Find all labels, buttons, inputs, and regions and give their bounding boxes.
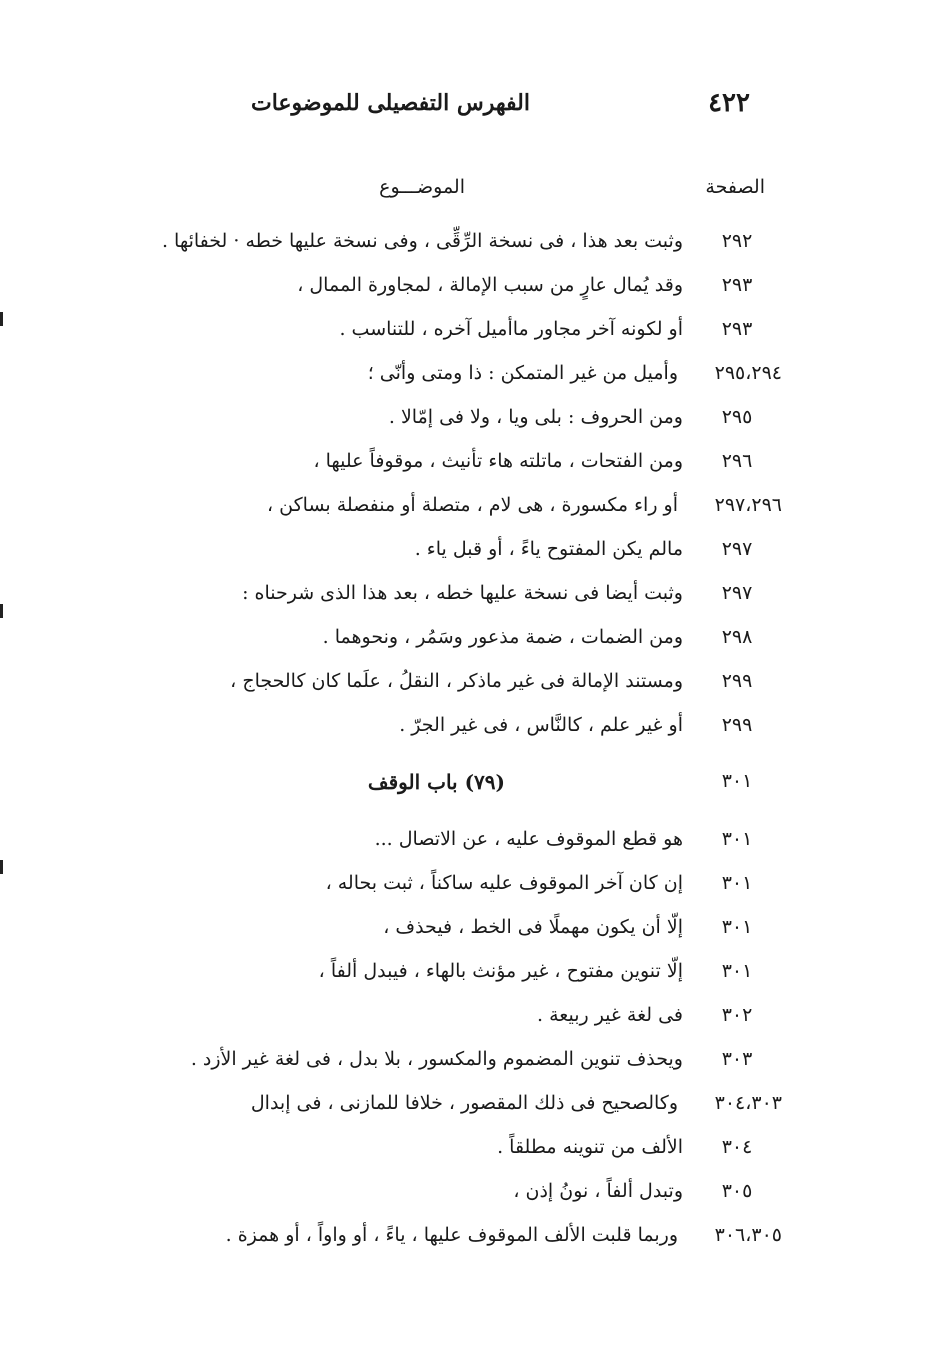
entry-page-number: ٣٠١ — [721, 828, 753, 850]
entry-page-number: ٢٩٧ — [721, 538, 753, 560]
page-header — [160, 88, 760, 124]
page-number: ٤٢٢ — [708, 88, 750, 118]
index-entry — [0, 582, 945, 612]
entry-page-number: ٣٠٣ — [721, 1048, 753, 1070]
entry-topic: أو راء مكسورة ، هى لام ، متصلة أو منفصلة بساكن ، — [266, 494, 678, 516]
entry-page-number: ٢٩٣ — [721, 274, 753, 296]
entry-topic: هو قطع الموقوف عليه ، عن الاتصال ... — [374, 828, 683, 850]
entry-page-number: ٣٠٤ — [721, 1136, 753, 1158]
scan-edge-mark — [0, 604, 3, 618]
entry-page-number: ٢٩٧ — [721, 582, 753, 604]
entry-page-number: ٢٩٦ — [721, 450, 753, 472]
entry-topic: ومن الفتحات ، ماتلته هاء تأنيث ، موقوفاً عليها ، — [313, 450, 683, 472]
entry-topic: ومن الضمات ، ضمة مذعور وسَمُر ، ونحوهما . — [322, 626, 683, 648]
index-entry — [0, 450, 945, 480]
entry-page-number: ٢٩٩ — [721, 670, 753, 692]
entry-topic: إلّا أن يكون مهملًا فى الخط ، فيحذف ، — [383, 916, 683, 938]
entry-topic: وثبت بعد هذا ، فى نسخة الرِّقِّى ، وفى نسخة عليها خطه · لخفائها . — [161, 230, 683, 252]
index-entry — [0, 494, 945, 524]
entry-topic: وثبت أيضا فى نسخة عليها خطه ، بعد هذا الذى شرحناه : — [242, 582, 683, 604]
entry-topic: إن كان آخر الموقوف عليه ساكناً ، ثبت بحاله ، — [325, 872, 683, 894]
scan-edge-mark — [0, 312, 3, 326]
entry-page-number: ٣٠١ — [721, 872, 753, 894]
index-entry — [0, 1136, 945, 1166]
entry-page-number: ٢٩٥ — [721, 406, 753, 428]
entry-page-number: ٢٩٩ — [721, 714, 753, 736]
index-entry — [0, 538, 945, 568]
entry-topic: إلّا تنوين مفتوح ، غير مؤنث بالهاء ، فيبدل ألفاً ، — [318, 960, 683, 982]
index-entry — [0, 960, 945, 990]
index-entry — [0, 714, 945, 744]
entry-topic: ومن الحروف : بلى ويا ، ولا فى إمّالا . — [388, 406, 683, 428]
entry-page-number: ٣٠١ — [721, 960, 753, 982]
section-heading — [0, 770, 945, 800]
index-entry — [0, 626, 945, 656]
index-entry — [0, 362, 945, 392]
entry-page-number: ٣٠٤،٣٠٣ — [714, 1092, 782, 1114]
entry-page-number: ٢٩٨ — [721, 626, 753, 648]
index-entry — [0, 274, 945, 304]
section-title: (٧٩) باب الوقف — [367, 770, 505, 794]
index-entry — [0, 1224, 945, 1254]
column-header-page: الصفحة — [705, 176, 765, 198]
index-entry — [0, 1092, 945, 1122]
entry-topic: وأميل من غير المتمكن : ذا ومتى وأنّى ؛ — [367, 362, 678, 384]
index-entry — [0, 1180, 945, 1210]
section-page-number: ٣٠١ — [721, 770, 753, 792]
index-entry — [0, 230, 945, 260]
entry-page-number: ٢٩٥،٢٩٤ — [714, 362, 782, 384]
entry-topic: فى لغة غير ربيعة . — [537, 1004, 683, 1026]
entry-topic: ويحذف تنوين المضموم والمكسور ، بلا بدل ، فى لغة غير الأزد . — [190, 1048, 683, 1070]
entry-topic: الألف من تنوينه مطلقاً . — [497, 1136, 683, 1158]
entry-topic: أو لكونه آخر مجاور ماأميل آخره ، للتناسب . — [339, 318, 683, 340]
column-headers — [0, 176, 945, 206]
entry-page-number: ٣٠٥ — [721, 1180, 753, 1202]
entry-page-number: ٢٩٢ — [721, 230, 753, 252]
index-entry — [0, 872, 945, 902]
index-entry — [0, 670, 945, 700]
index-entry — [0, 916, 945, 946]
index-entry — [0, 828, 945, 858]
entry-topic: ومستند الإمالة فى غير ماذكر ، النقلُ ، علَما كان كالحجاج ، — [230, 670, 683, 692]
index-entry — [0, 406, 945, 436]
entry-page-number: ٣٠٦،٣٠٥ — [714, 1224, 782, 1246]
entry-page-number: ٣٠٢ — [721, 1004, 753, 1026]
column-header-topic: الموضـــوع — [379, 176, 465, 198]
entry-topic: وربما قلبت الألف الموقوف عليها ، ياءً ، أو واواً ، أو همزة . — [225, 1224, 678, 1246]
entry-topic: وتبدل ألفاً ، نونُ إذن ، — [513, 1180, 683, 1202]
entry-topic: مالم يكن المفتوح ياءً ، أو قبل ياء . — [414, 538, 683, 560]
index-entry — [0, 1048, 945, 1078]
index-entry — [0, 1004, 945, 1034]
scan-edge-mark — [0, 860, 3, 874]
entry-page-number: ٢٩٧،٢٩٦ — [714, 494, 782, 516]
entry-page-number: ٢٩٣ — [721, 318, 753, 340]
entry-topic: أو غير علم ، كالنَّاس ، فى غير الجرّ . — [399, 714, 683, 736]
entry-topic: وقد يُمال عارٍ من سبب الإمالة ، لمجاورة الممال ، — [297, 274, 683, 296]
entry-topic: وكالصحيح فى ذلك المقصور ، خلافا للمازنى ، فى إبدال — [250, 1092, 678, 1114]
running-title: الفهرس التفصيلى للموضوعات — [251, 90, 530, 116]
index-entry — [0, 318, 945, 348]
entry-page-number: ٣٠١ — [721, 916, 753, 938]
